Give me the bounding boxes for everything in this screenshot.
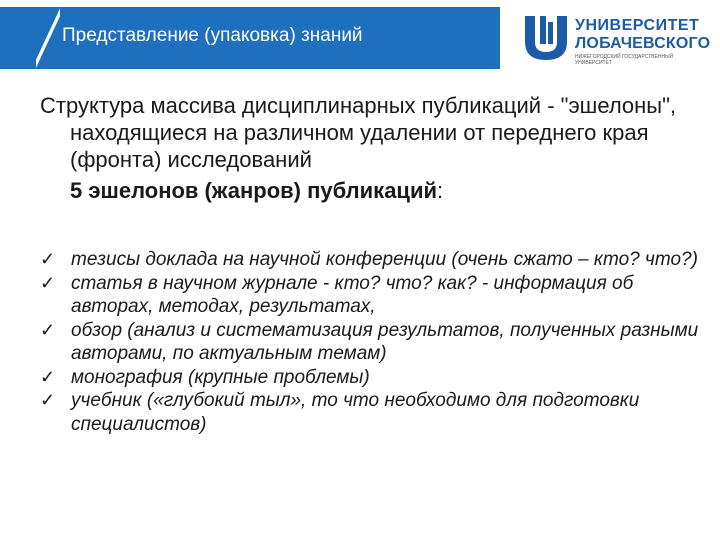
list-item-text: обзор (анализ и систематизация результатов, полученных разными авторами, по актуальным темам) bbox=[71, 319, 699, 364]
slide-content bbox=[40, 92, 710, 435]
list-item-text: тезисы доклада на научной конференции (очень сжато – кто? что?) bbox=[71, 249, 698, 270]
list-item bbox=[40, 366, 710, 390]
university-logo bbox=[521, 12, 711, 66]
checkmark-icon: ✓ bbox=[40, 366, 56, 387]
logo-text-line3: НИЖЕГОРОДСКИЙ ГОСУДАРСТВЕННЫЙ УНИВЕРСИТЕТ bbox=[575, 54, 674, 66]
university-emblem-icon bbox=[521, 12, 571, 62]
list-item-text: статья в научном журнале - кто? что? как? - информация об авторах, методах, результатах, bbox=[71, 272, 634, 317]
checkmark-icon: ✓ bbox=[40, 249, 56, 269]
list-item bbox=[40, 319, 710, 366]
header-slash-decoration bbox=[36, 7, 60, 69]
logo-text-line1: УНИВЕРСИТЕТ bbox=[575, 17, 700, 34]
checkmark-icon: ✓ bbox=[40, 390, 56, 410]
checkmark-icon: ✓ bbox=[40, 272, 56, 293]
list-item-text: монография (крупные проблемы) bbox=[71, 366, 370, 388]
subheading-colon: : bbox=[437, 178, 444, 203]
subheading-text: 5 эшелонов (жанров) публикаций bbox=[70, 178, 437, 203]
section-subheading bbox=[70, 177, 710, 204]
genre-list bbox=[40, 248, 710, 436]
list-item bbox=[40, 389, 710, 436]
list-item bbox=[40, 272, 710, 319]
list-item-text: учебник («глубокий тыл», то что необходимо для подготовки специалистов) bbox=[71, 390, 640, 435]
checkmark-icon: ✓ bbox=[40, 319, 56, 340]
logo-text-line2: ЛОБАЧЕВСКОГО bbox=[575, 35, 711, 52]
intro-paragraph: Структура массива дисциплинарных публикаций - "эшелоны", находящиеся на различном удалении от переднего края (фронта) исследований bbox=[40, 93, 677, 172]
list-item bbox=[40, 248, 710, 272]
slide-title: Представление (упаковка) знаний bbox=[62, 25, 363, 46]
